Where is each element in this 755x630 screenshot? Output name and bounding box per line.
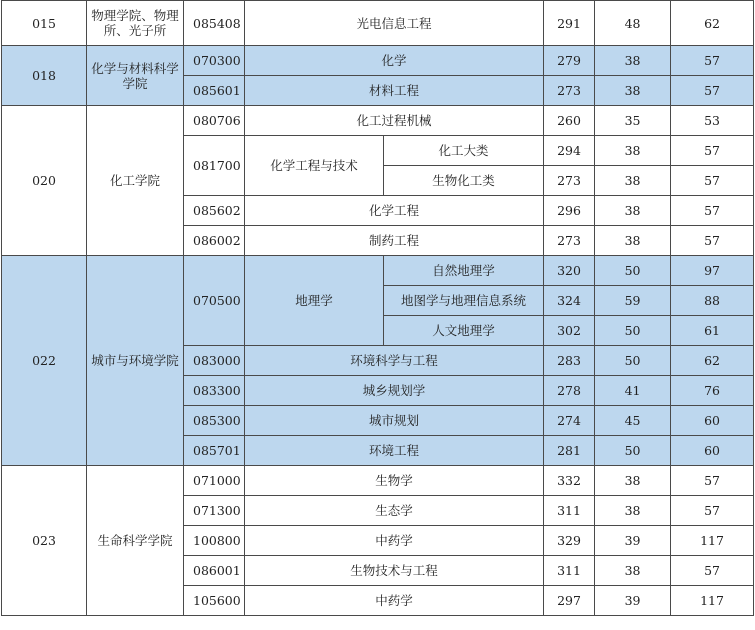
sub-direction-cell: 化工大类 xyxy=(384,136,544,166)
total-score-cell: 283 xyxy=(544,346,595,376)
table-row xyxy=(2,466,754,496)
major-name-cell: 中药学 xyxy=(245,526,544,556)
major-name-cell: 中药学 xyxy=(245,586,544,616)
major-name-cell: 制药工程 xyxy=(245,226,544,256)
total-score-cell: 296 xyxy=(544,196,595,226)
score-c-cell: 88 xyxy=(671,286,754,316)
major-name-cell: 化学 xyxy=(245,46,544,76)
total-score-cell: 278 xyxy=(544,376,595,406)
score-b-cell: 38 xyxy=(595,496,671,526)
college-id-cell: 022 xyxy=(2,256,87,466)
score-c-cell: 57 xyxy=(671,166,754,196)
score-c-cell: 60 xyxy=(671,436,754,466)
major-name-cell: 化学工程与技术 xyxy=(245,136,384,196)
score-b-cell: 38 xyxy=(595,76,671,106)
score-b-cell: 50 xyxy=(595,346,671,376)
college-id-cell: 023 xyxy=(2,466,87,616)
score-b-cell: 38 xyxy=(595,46,671,76)
total-score-cell: 302 xyxy=(544,316,595,346)
major-code-cell: 070300 xyxy=(184,46,245,76)
table-row xyxy=(2,1,754,46)
sub-direction-cell: 人文地理学 xyxy=(384,316,544,346)
major-code-cell: 085602 xyxy=(184,196,245,226)
score-b-cell: 59 xyxy=(595,286,671,316)
score-c-cell: 57 xyxy=(671,556,754,586)
sub-direction-cell: 生物化工类 xyxy=(384,166,544,196)
major-code-cell: 086001 xyxy=(184,556,245,586)
major-name-cell: 地理学 xyxy=(245,256,384,346)
major-code-cell: 100800 xyxy=(184,526,245,556)
score-c-cell: 76 xyxy=(671,376,754,406)
table-row xyxy=(2,46,754,76)
total-score-cell: 291 xyxy=(544,1,595,46)
table-body xyxy=(2,1,754,616)
college-name-cell: 城市与环境学院 xyxy=(87,256,184,466)
score-c-cell: 62 xyxy=(671,1,754,46)
score-b-cell: 50 xyxy=(595,256,671,286)
major-code-cell: 083300 xyxy=(184,376,245,406)
score-c-cell: 57 xyxy=(671,136,754,166)
major-name-cell: 光电信息工程 xyxy=(245,1,544,46)
college-name-cell: 物理学院、物理所、光子所 xyxy=(87,1,184,46)
score-b-cell: 45 xyxy=(595,406,671,436)
college-name-cell: 化学与材料科学学院 xyxy=(87,46,184,106)
table-row xyxy=(2,256,754,286)
score-c-cell: 57 xyxy=(671,496,754,526)
score-b-cell: 38 xyxy=(595,466,671,496)
major-code-cell: 070500 xyxy=(184,256,245,346)
total-score-cell: 273 xyxy=(544,166,595,196)
total-score-cell: 273 xyxy=(544,76,595,106)
score-b-cell: 38 xyxy=(595,196,671,226)
total-score-cell: 281 xyxy=(544,436,595,466)
score-c-cell: 57 xyxy=(671,226,754,256)
college-id-cell: 018 xyxy=(2,46,87,106)
major-code-cell: 071300 xyxy=(184,496,245,526)
total-score-cell: 329 xyxy=(544,526,595,556)
major-name-cell: 生态学 xyxy=(245,496,544,526)
score-b-cell: 38 xyxy=(595,136,671,166)
score-b-cell: 48 xyxy=(595,1,671,46)
major-name-cell: 城乡规划学 xyxy=(245,376,544,406)
major-code-cell: 086002 xyxy=(184,226,245,256)
score-table xyxy=(1,0,754,616)
sub-direction-cell: 地图学与地理信息系统 xyxy=(384,286,544,316)
table-row xyxy=(2,106,754,136)
score-b-cell: 38 xyxy=(595,226,671,256)
college-id-cell: 020 xyxy=(2,106,87,256)
major-name-cell: 材料工程 xyxy=(245,76,544,106)
major-code-cell: 083000 xyxy=(184,346,245,376)
total-score-cell: 279 xyxy=(544,46,595,76)
sub-direction-cell: 自然地理学 xyxy=(384,256,544,286)
score-b-cell: 38 xyxy=(595,556,671,586)
score-b-cell: 38 xyxy=(595,166,671,196)
major-code-cell: 085701 xyxy=(184,436,245,466)
college-name-cell: 生命科学学院 xyxy=(87,466,184,616)
score-b-cell: 39 xyxy=(595,586,671,616)
major-name-cell: 生物学 xyxy=(245,466,544,496)
score-c-cell: 61 xyxy=(671,316,754,346)
major-code-cell: 105600 xyxy=(184,586,245,616)
score-c-cell: 97 xyxy=(671,256,754,286)
total-score-cell: 260 xyxy=(544,106,595,136)
score-c-cell: 57 xyxy=(671,76,754,106)
total-score-cell: 274 xyxy=(544,406,595,436)
score-c-cell: 53 xyxy=(671,106,754,136)
major-code-cell: 080706 xyxy=(184,106,245,136)
score-c-cell: 117 xyxy=(671,586,754,616)
college-id-cell: 015 xyxy=(2,1,87,46)
total-score-cell: 320 xyxy=(544,256,595,286)
score-b-cell: 50 xyxy=(595,436,671,466)
score-b-cell: 39 xyxy=(595,526,671,556)
score-b-cell: 50 xyxy=(595,316,671,346)
major-name-cell: 化工过程机械 xyxy=(245,106,544,136)
major-code-cell: 085300 xyxy=(184,406,245,436)
major-name-cell: 生物技术与工程 xyxy=(245,556,544,586)
total-score-cell: 311 xyxy=(544,556,595,586)
score-c-cell: 57 xyxy=(671,46,754,76)
score-c-cell: 117 xyxy=(671,526,754,556)
total-score-cell: 324 xyxy=(544,286,595,316)
score-b-cell: 35 xyxy=(595,106,671,136)
total-score-cell: 273 xyxy=(544,226,595,256)
score-c-cell: 57 xyxy=(671,466,754,496)
score-c-cell: 62 xyxy=(671,346,754,376)
total-score-cell: 294 xyxy=(544,136,595,166)
major-code-cell: 085601 xyxy=(184,76,245,106)
major-name-cell: 环境工程 xyxy=(245,436,544,466)
major-name-cell: 城市规划 xyxy=(245,406,544,436)
total-score-cell: 311 xyxy=(544,496,595,526)
college-name-cell: 化工学院 xyxy=(87,106,184,256)
major-name-cell: 化学工程 xyxy=(245,196,544,226)
major-name-cell: 环境科学与工程 xyxy=(245,346,544,376)
score-b-cell: 41 xyxy=(595,376,671,406)
score-c-cell: 60 xyxy=(671,406,754,436)
major-code-cell: 085408 xyxy=(184,1,245,46)
score-c-cell: 57 xyxy=(671,196,754,226)
total-score-cell: 332 xyxy=(544,466,595,496)
major-code-cell: 081700 xyxy=(184,136,245,196)
major-code-cell: 071000 xyxy=(184,466,245,496)
total-score-cell: 297 xyxy=(544,586,595,616)
